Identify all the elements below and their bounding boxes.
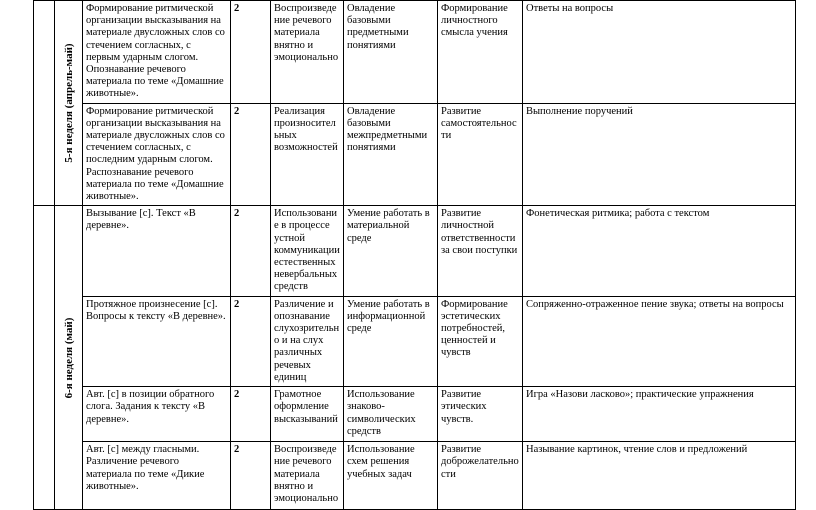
hours-cell: 2 <box>231 442 271 510</box>
hours-cell: 2 <box>231 1 271 104</box>
subject-result-cell: Овладение базовыми межпредметными понятиями <box>344 103 438 206</box>
empty-cell <box>34 1 55 206</box>
topic-cell: Вызывание [с]. Текст «В деревне». <box>83 206 231 296</box>
personal-result-cell: Формирование личностного смысла учения <box>438 1 523 104</box>
activity-cell: Воспроизведение речевого материала внятно и эмоционально <box>271 1 344 104</box>
control-cell: Игра «Назови ласково»; практические упражнения <box>523 387 796 442</box>
activity-cell: Грамотное оформление высказываний <box>271 387 344 442</box>
table-row <box>34 1 796 104</box>
table-row <box>34 387 796 442</box>
control-cell: Называние картинок, чтение слов и предложений <box>523 442 796 510</box>
subject-result-cell: Овладение базовыми предметными понятиями <box>344 1 438 104</box>
lesson-plan-table <box>33 0 796 510</box>
empty-cell <box>34 206 55 510</box>
subject-result-cell: Использование схем решения учебных задач <box>344 442 438 510</box>
week-cell <box>55 206 83 510</box>
activity-cell: Различение и опознавание слухозрительно и на слух различных речевых единиц <box>271 296 344 386</box>
hours-cell: 2 <box>231 387 271 442</box>
personal-result-cell: Развитие личностной ответственности за свои поступки <box>438 206 523 296</box>
control-cell: Выполнение поручений <box>523 103 796 206</box>
week-label: 5-я неделя (апрель-май) <box>62 43 75 163</box>
personal-result-cell: Развитие доброжелательности <box>438 442 523 510</box>
table-row <box>34 296 796 386</box>
hours-cell: 2 <box>231 206 271 296</box>
subject-result-cell: Умение работать в информационной среде <box>344 296 438 386</box>
week-label: 6-я неделя (май) <box>62 317 75 399</box>
control-cell: Фонетическая ритмика; работа с текстом <box>523 206 796 296</box>
subject-result-cell: Умение работать в материальной среде <box>344 206 438 296</box>
activity-cell: Использование в процессе устной коммуникации естественных невербальных средств <box>271 206 344 296</box>
personal-result-cell: Формирование эстетических потребностей, ценностей и чувств <box>438 296 523 386</box>
hours-cell: 2 <box>231 103 271 206</box>
hours-cell: 2 <box>231 296 271 386</box>
topic-cell: Протяжное произнесение [с]. Вопросы к тексту «В деревне». <box>83 296 231 386</box>
topic-cell: Формирование ритмической организации высказывания на материале двусложных слов со стечением согласных, с первым ударным слогом. Опознавание речевого материала по теме «Домашние животные». <box>83 1 231 104</box>
activity-cell: Воспроизведение речевого материала внятно и эмоционально <box>271 442 344 510</box>
activity-cell: Реализация произносительных возможностей <box>271 103 344 206</box>
control-cell: Ответы на вопросы <box>523 1 796 104</box>
subject-result-cell: Использование знаково-символических средств <box>344 387 438 442</box>
topic-cell: Формирование ритмической организации высказывания на материале двусложных слов со стечением согласных, с последним ударным слогом. Распознавание речевого материала по теме «Домашние животные». <box>83 103 231 206</box>
topic-cell: Авт. [с] в позиции обратного слога. Задания к тексту «В деревне». <box>83 387 231 442</box>
personal-result-cell: Развитие этических чувств. <box>438 387 523 442</box>
table-row <box>34 103 796 206</box>
table-row <box>34 206 796 296</box>
table-row <box>34 442 796 510</box>
personal-result-cell: Развитие самостоятельности <box>438 103 523 206</box>
topic-cell: Авт. [с] между гласными. Различение речевого материала по теме «Дикие животные». <box>83 442 231 510</box>
control-cell: Сопряженно-отраженное пение звука; ответы на вопросы <box>523 296 796 386</box>
week-cell <box>55 1 83 206</box>
